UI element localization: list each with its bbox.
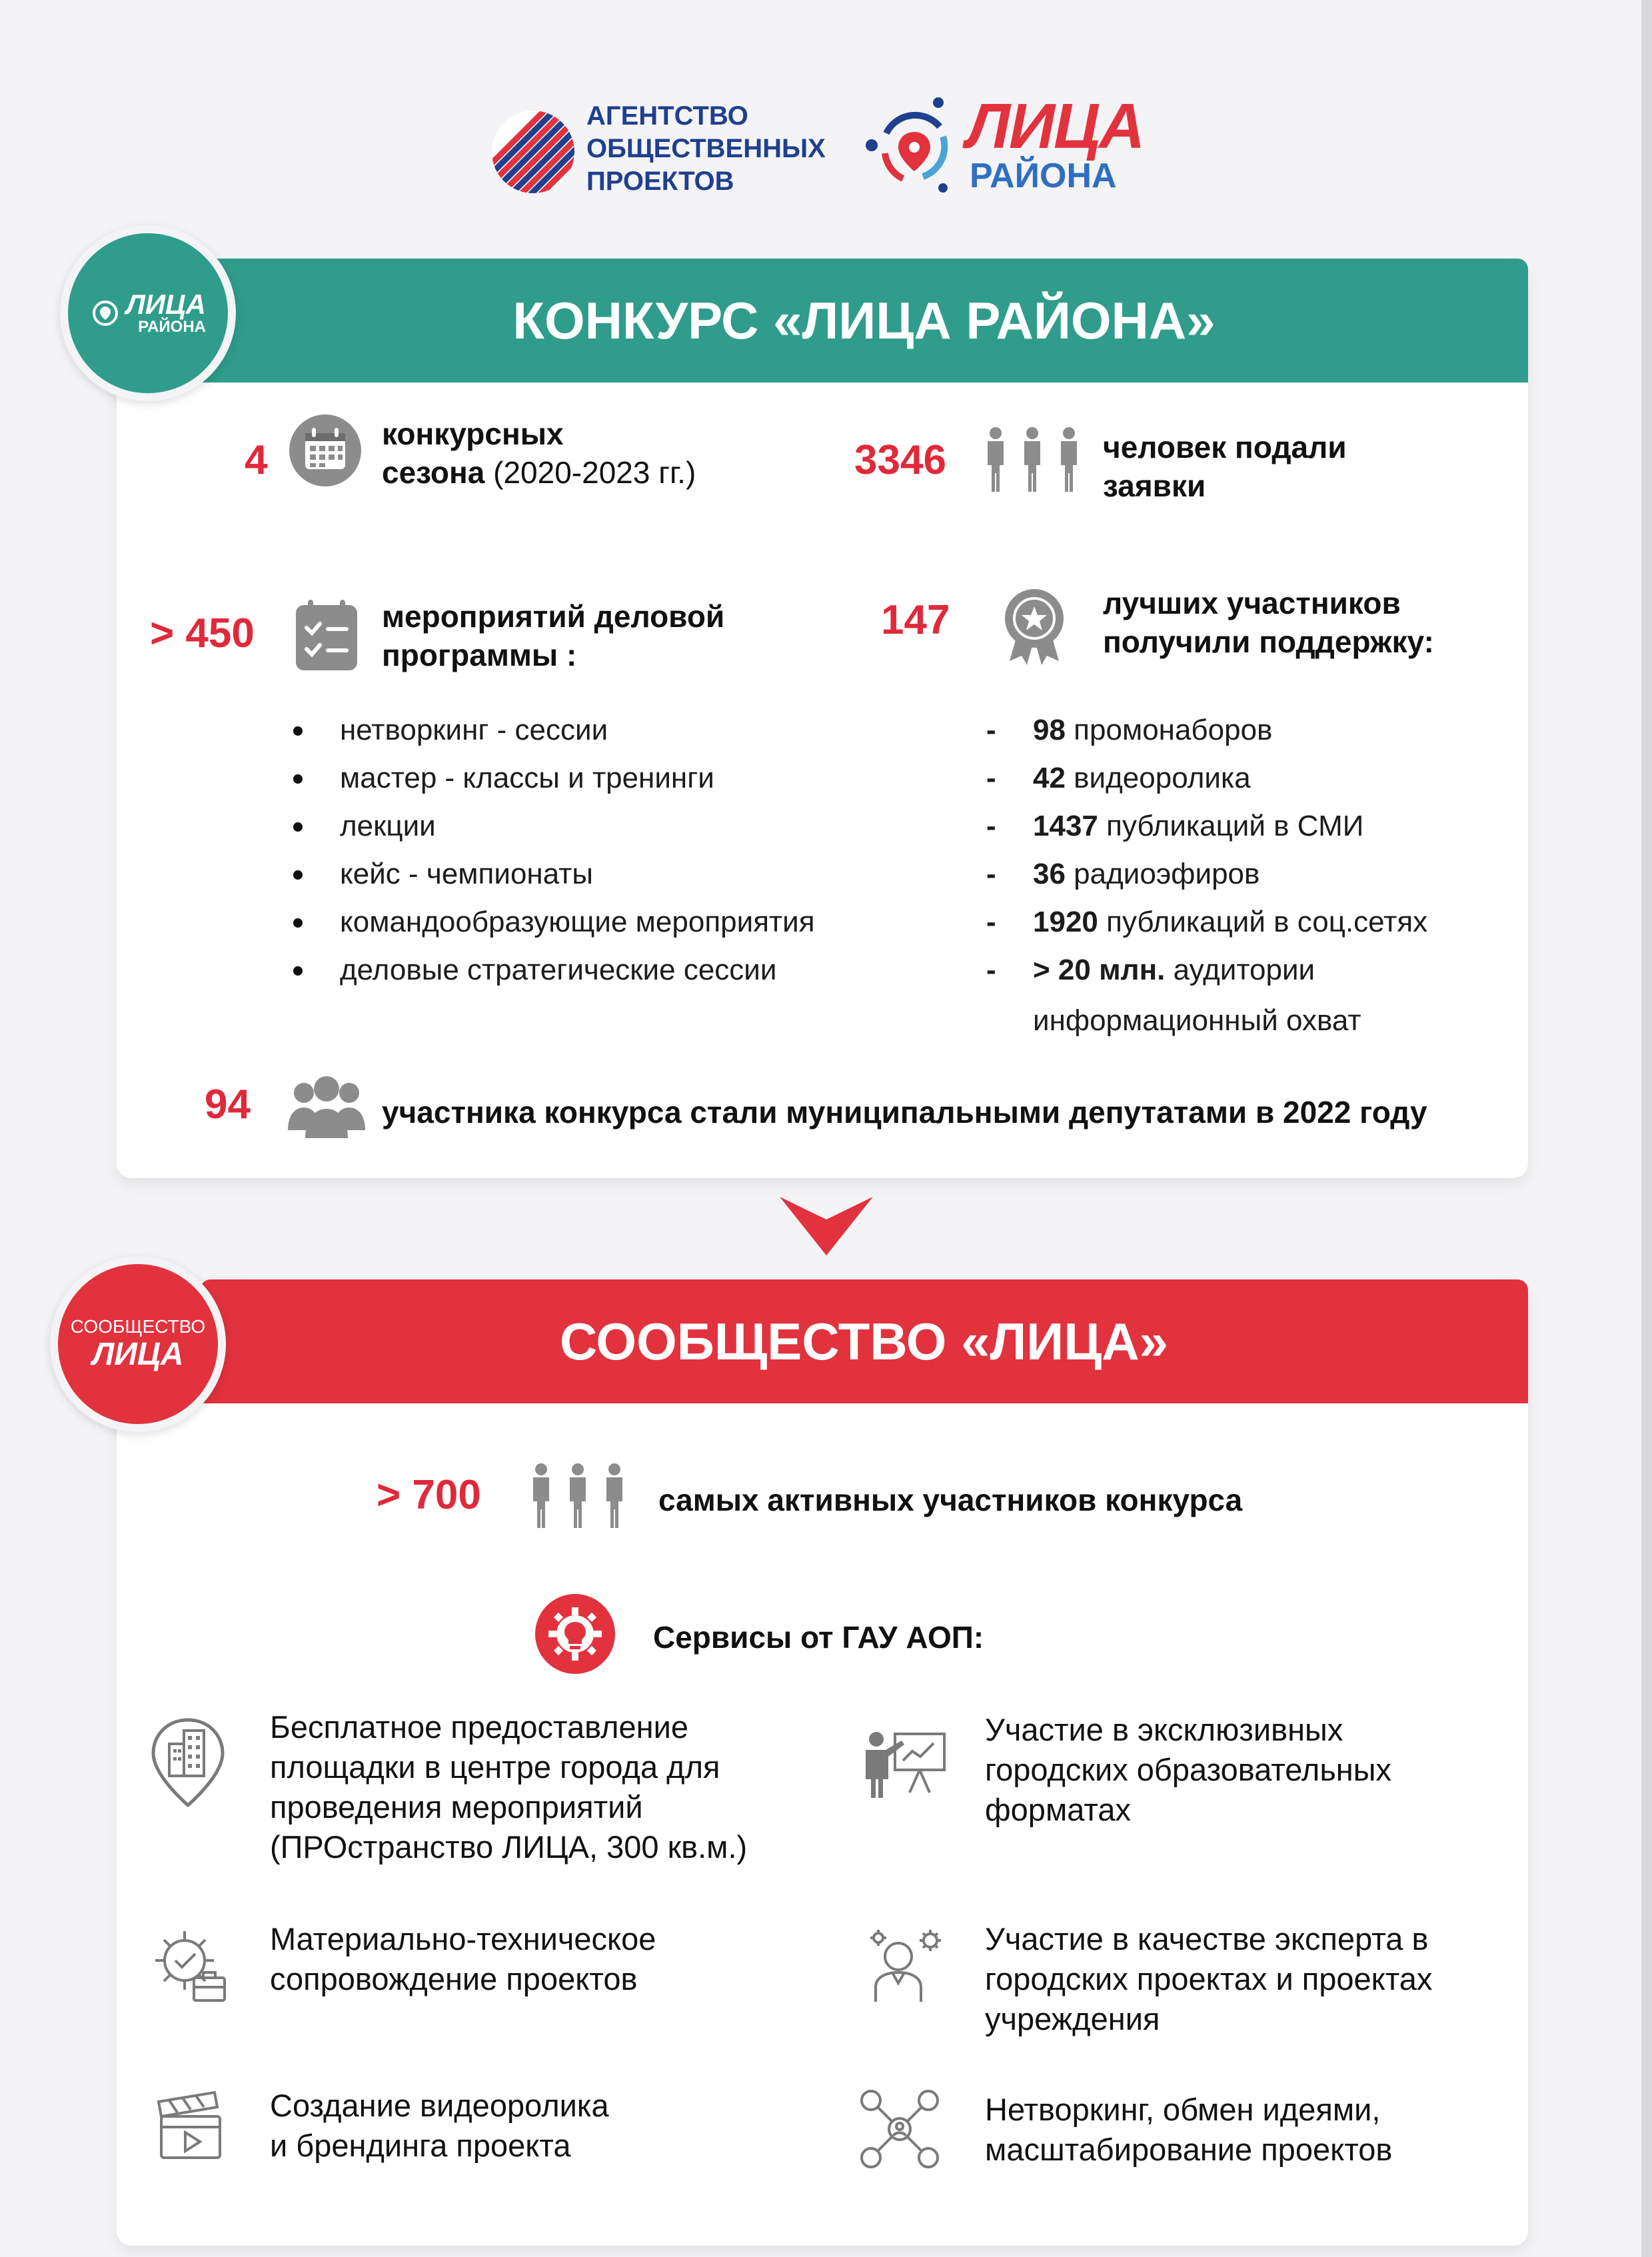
service-item [270, 2086, 609, 2166]
people-group-icon [528, 1463, 628, 1529]
service-item [985, 1710, 1391, 1830]
service-line: масштабирование проектов [985, 2132, 1393, 2167]
service-line: и брендинга проекта [270, 2128, 571, 2163]
community-badge-line2: ЛИЦА [92, 1337, 184, 1372]
network-people-icon [856, 2086, 943, 2172]
support-value: 1437 [1033, 810, 1098, 842]
service-line: проведения мероприятий [270, 1789, 643, 1825]
events-label-line2: программы : [382, 638, 577, 672]
deputies-number: 94 [205, 1082, 251, 1128]
active-number: > 700 [377, 1472, 481, 1518]
expert-gears-icon [866, 1926, 946, 2006]
agency-logo-text [586, 100, 826, 198]
list-item [985, 754, 1531, 802]
events-number: > 450 [150, 610, 255, 656]
service-line: Участие в качестве эксперта в [985, 1921, 1429, 1956]
list-item [985, 706, 1531, 754]
events-label-line1: мероприятий деловой [382, 599, 725, 634]
best-label-line1: лучших участников [1103, 586, 1401, 620]
list-item: лекции [292, 802, 892, 850]
agency-logo-line: ОБЩЕСТВЕННЫХ [586, 134, 826, 163]
service-item [270, 1919, 656, 1999]
clapperboard-icon [155, 2090, 228, 2163]
agency-logo-mark-icon [483, 99, 583, 199]
best-number: 147 [881, 597, 950, 643]
project-logo-subtitle: РАЙОНА [970, 157, 1117, 195]
support-text: аудитории [1165, 954, 1315, 986]
best-label [1103, 584, 1434, 661]
list-item [985, 802, 1531, 850]
program-list [292, 706, 892, 994]
support-text: радиоэфиров [1065, 858, 1260, 890]
list-item [985, 850, 1531, 898]
award-medal-icon [998, 586, 1071, 666]
service-item [270, 1707, 747, 1867]
project-logo [860, 93, 1206, 200]
agency-logo [483, 99, 843, 199]
service-line: Бесплатное предоставление [270, 1709, 688, 1745]
support-value: 36 [1033, 858, 1066, 890]
list-item: нетворкинг - сессии [292, 706, 892, 754]
gear-lightbulb-icon [534, 1593, 616, 1675]
community-badge-line1: СООБЩЕСТВО [70, 1316, 206, 1337]
community-title: СООБЩЕСТВО «ЛИЦА» [560, 1312, 1168, 1371]
support-value: 42 [1033, 762, 1066, 794]
seasons-label-line1: конкурсных [382, 416, 564, 451]
service-line: форматах [985, 1792, 1132, 1827]
chevron-down-icon [780, 1197, 873, 1257]
applicants-number: 3346 [854, 437, 946, 483]
service-line: городских проектах и проектах [985, 1961, 1433, 1996]
building-location-icon [148, 1716, 228, 1809]
service-line: сопровождение проектов [270, 1961, 638, 1996]
agency-logo-line: АГЕНТСТВО [586, 101, 748, 131]
list-item: командообразующие мероприятия [292, 898, 892, 946]
service-line: Участие в эксклюзивных [985, 1712, 1343, 1747]
list-item: мастер - классы и тренинги [292, 754, 892, 802]
community-badge [50, 1256, 226, 1432]
support-text: публикаций в СМИ [1098, 810, 1364, 842]
applicants-label [1103, 428, 1347, 505]
gear-check-case-icon [150, 1926, 230, 2006]
support-text: публикаций в соц.сетях [1098, 906, 1428, 938]
pin-ring-icon [90, 298, 121, 329]
community-title-band [200, 1279, 1528, 1403]
team-icon [287, 1073, 367, 1139]
seasons-label-years: (2020-2023 гг.) [484, 455, 696, 490]
people-group-icon [982, 426, 1082, 493]
support-value: 1920 [1033, 906, 1098, 938]
calendar-icon [288, 413, 363, 488]
best-label-line2: получили поддержку: [1103, 624, 1434, 659]
applicants-label-line1: человек подали [1103, 430, 1347, 464]
list-item [985, 898, 1531, 946]
support-value: 98 [1033, 714, 1066, 746]
support-text: промонаборов [1065, 714, 1273, 746]
service-item [985, 1919, 1432, 2039]
checklist-icon [293, 598, 360, 672]
service-line: Материально-техническое [270, 1921, 656, 1956]
service-item [985, 2090, 1392, 2170]
support-text: видеоролика [1065, 762, 1251, 794]
seasons-label [382, 414, 696, 492]
list-item [985, 946, 1531, 994]
list-item: кейс - чемпионаты [292, 850, 892, 898]
presenter-board-icon [856, 1726, 950, 1799]
scan-edge [1641, 0, 1652, 2257]
service-line: Нетворкинг, обмен идеями, [985, 2092, 1381, 2127]
services-heading: Сервисы от ГАУ АОП: [653, 1620, 984, 1655]
contest-title: КОНКУРС «ЛИЦА РАЙОНА» [512, 291, 1216, 350]
contest-badge-line1: ЛИЦА [125, 289, 206, 320]
location-pin-logo-icon [860, 93, 960, 200]
applicants-label-line2: заявки [1103, 468, 1206, 503]
support-list [985, 706, 1531, 994]
service-line: Создание видеоролика [270, 2088, 609, 2123]
agency-logo-line: ПРОЕКТОВ [586, 167, 734, 196]
list-item: деловые стратегические сессии [292, 946, 892, 994]
service-line: учреждения [985, 2001, 1160, 2036]
contest-title-band [200, 259, 1528, 382]
contest-badge-line2: РАЙОНА [138, 318, 206, 336]
project-logo-title: ЛИЦА [966, 91, 1144, 162]
active-label: самых активных участников конкурса [658, 1483, 1243, 1517]
deputies-label: участника конкурса стали муниципальными депутатами в 2022 году [382, 1095, 1427, 1129]
seasons-label-bold: сезона [382, 455, 485, 490]
support-last-line: информационный охват [1033, 1004, 1361, 1037]
events-label [382, 597, 724, 674]
support-value: > 20 млн. [1033, 954, 1166, 986]
contest-badge-text [90, 291, 206, 336]
service-line: городских образовательных [985, 1752, 1392, 1787]
seasons-number: 4 [245, 437, 268, 483]
contest-badge [60, 225, 236, 401]
service-line: площадки в центре города для [270, 1749, 720, 1785]
service-line: (ПРОстранство ЛИЦА, 300 кв.м.) [270, 1829, 748, 1865]
